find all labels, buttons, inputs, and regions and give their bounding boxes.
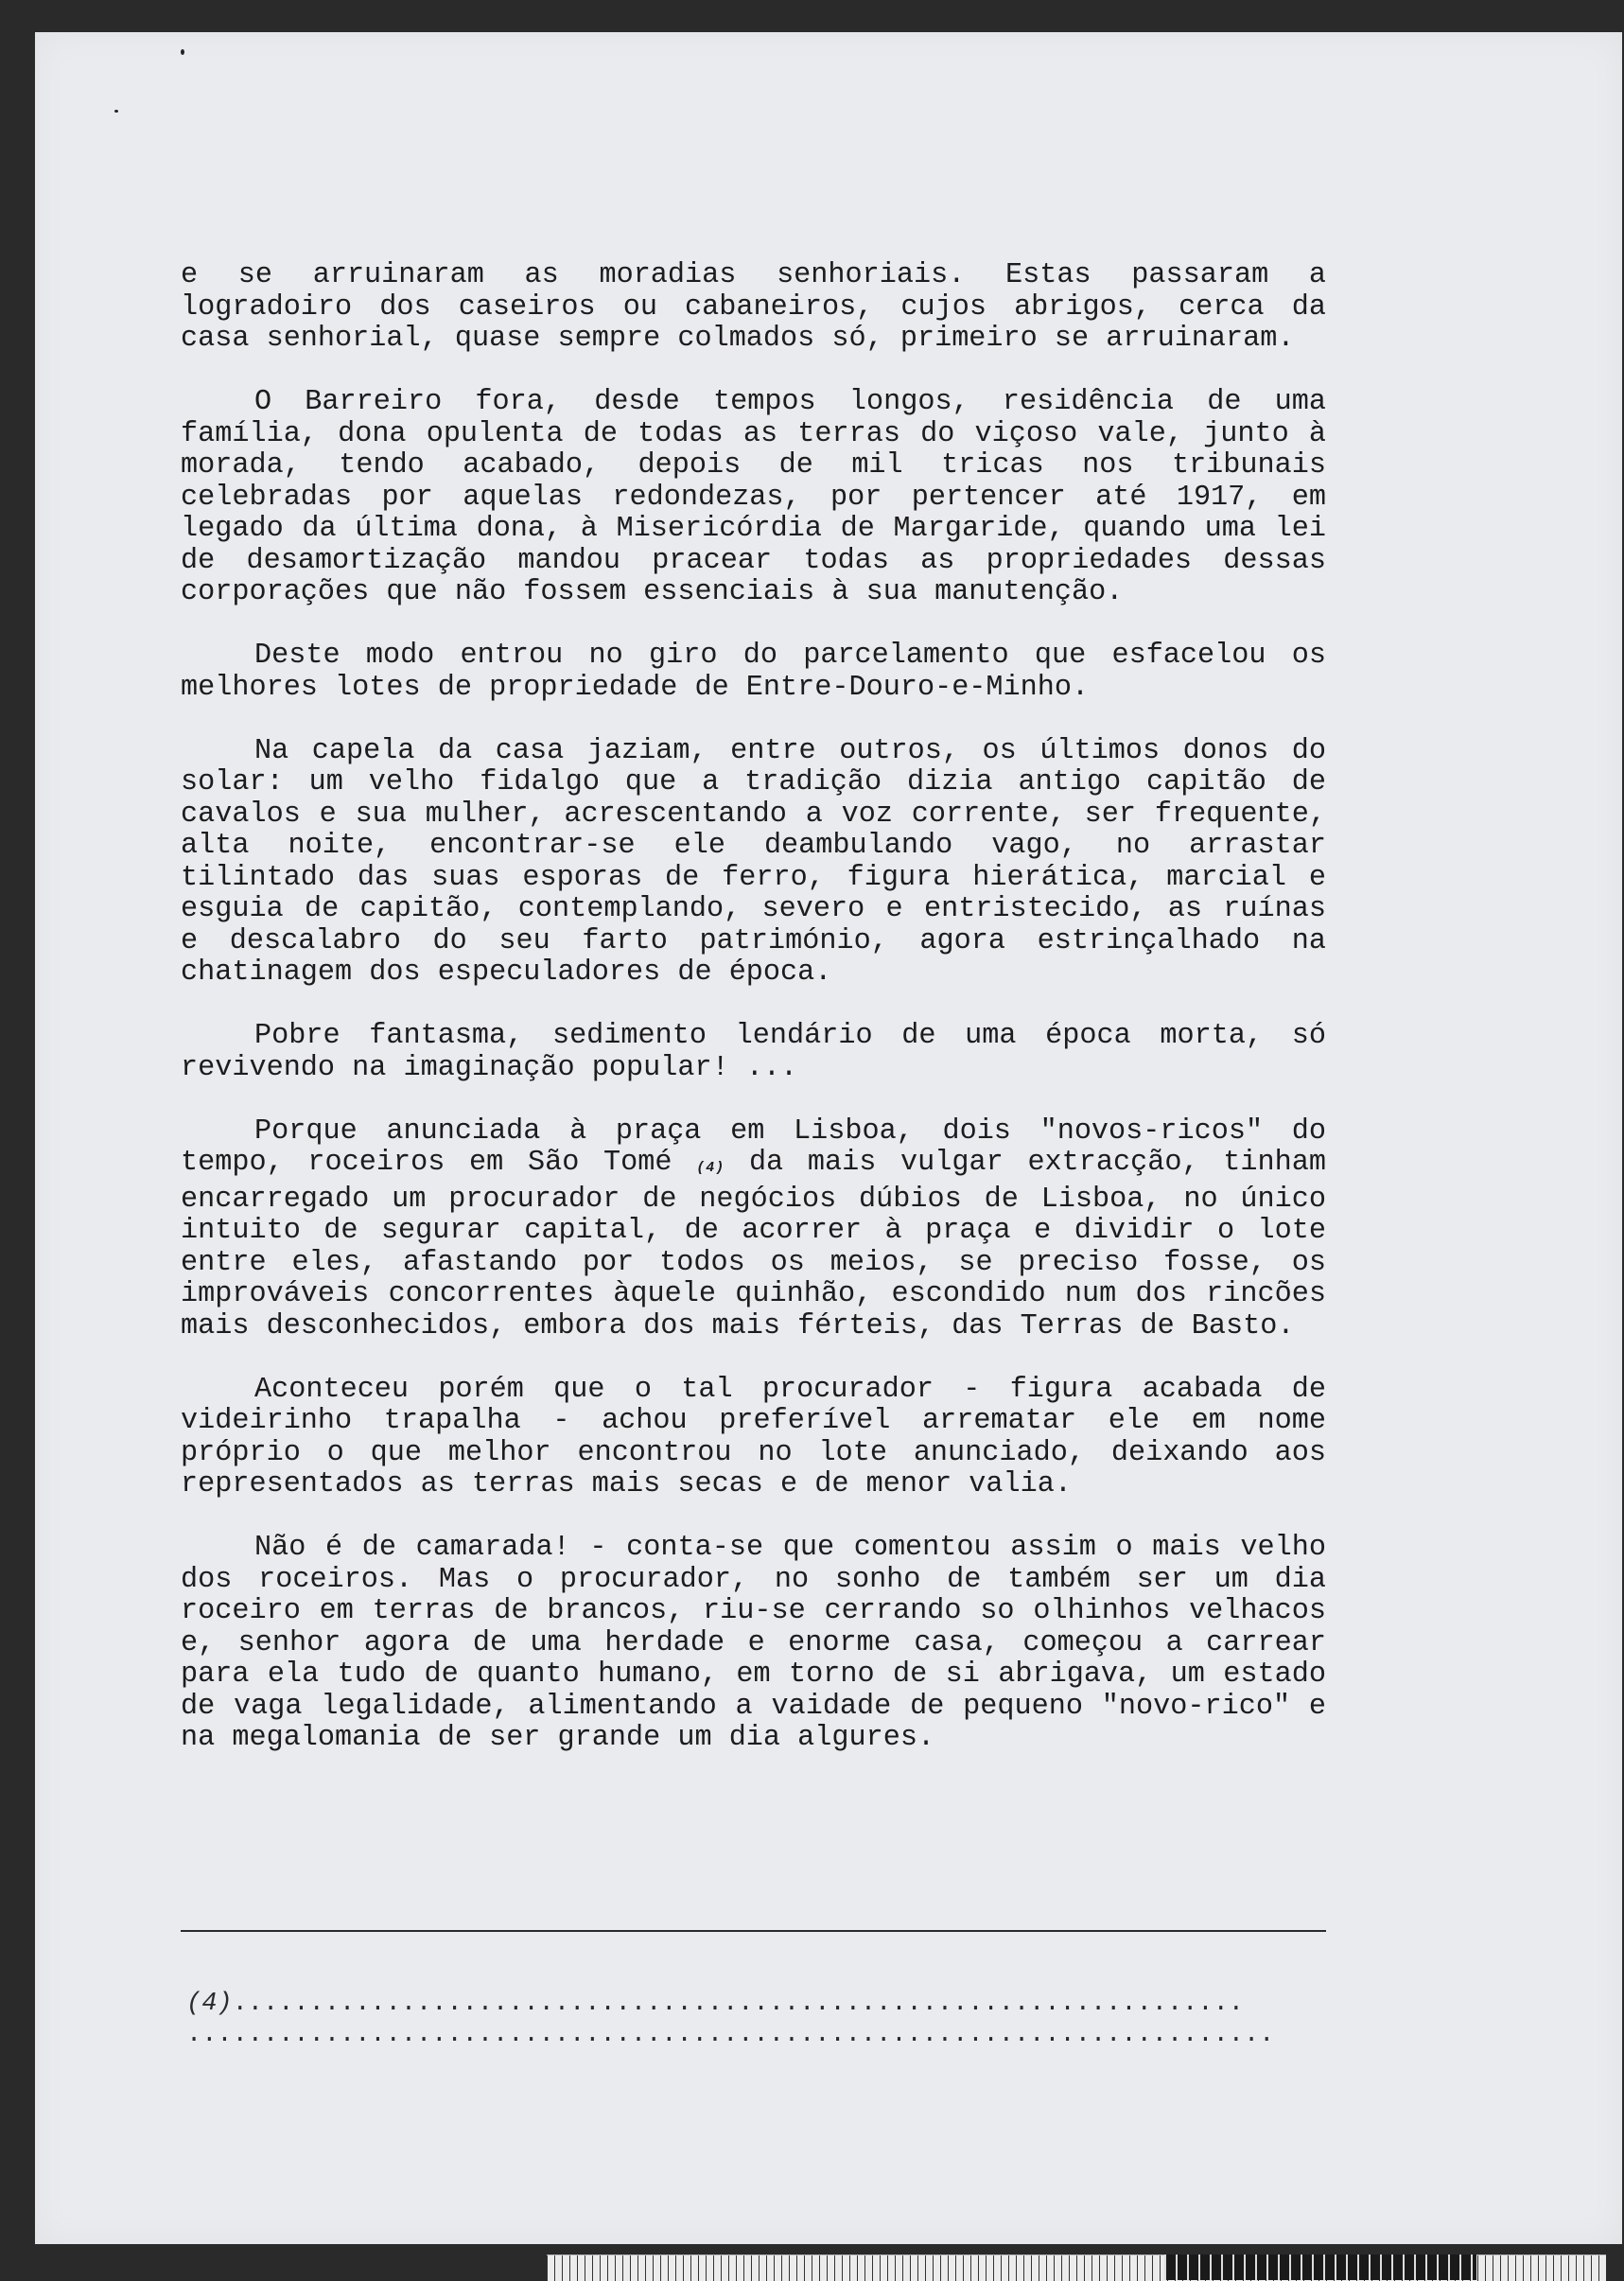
footnote-line bbox=[186, 2021, 1326, 2049]
paragraph: e se arruinaram as moradias senhoriais. Estas passaram a logradoiro dos caseiros ou cabaneiros, cujos abrigos, cerca da casa senhorial, quase sempre colmados só, primeiro se arruinaram. bbox=[181, 259, 1326, 355]
paragraph: Aconteceu porém que o tal procurador - figura acabada de videirinho trapalha - achou preferível arrematar ele em nome próprio o que melhor encontrou no lote anunciado, deixando aos representados as terras mais secas e de menor valia. bbox=[181, 1373, 1326, 1500]
scan-speck bbox=[181, 49, 184, 55]
footnote-dots: ....................................................................... bbox=[186, 2021, 1275, 2049]
scan-speck bbox=[114, 110, 118, 113]
scan-ruler-dark-section bbox=[1164, 2255, 1476, 2280]
paragraph: Pobre fantasma, sedimento lendário de uma época morta, só revivendo na imaginação popular! ... bbox=[181, 1020, 1326, 1084]
paragraph: Não é de camarada! - conta-se que comentou assim o mais velho dos roceiros. Mas o procurador, no sonho de também ser um dia roceiro em terras de brancos, riu-se cerrando so olhinhos velhacos e, senhor agora de uma herdade e enorme casa, começou a carrear para ela tudo de quanto humano, em torno de si abrigava, um estado de vaga legalidade, alimentando a vaidade de pequeno "novo-rico" e na megalomania de ser grande um dia algures. bbox=[181, 1532, 1326, 1754]
footnote-marker: (4) bbox=[696, 1160, 725, 1176]
paragraph-text: da mais vulgar extracção, tinham encarregado um procurador de negócios dúbios de Lisboa, no único intuito de segurar capital, de acorrer à praça e dividir o lote entre eles, afastando por todos os meios, se preciso fosse, os improváveis concorrentes àquele quinhão, escondido num dos rincões mais desconhecidos, embora dos mais férteis, das Terras de Basto. bbox=[181, 1147, 1326, 1342]
paragraph: Na capela da casa jaziam, entre outros, os últimos donos do solar: um velho fidalgo que a tradição dizia antigo capitão de cavalos e sua mulher, acrescentando a voz corrente, ser frequente, alta noite, encontrar-se ele deambulando vago, no arrastar tilintado das suas esporas de ferro, figura hierática, marcial e esguia de capitão, contemplando, severo e entristecido, as ruínas e descalabro do seu farto património, agora estrinçalhado na chatinagem dos especuladores de época. bbox=[181, 734, 1326, 989]
paragraph-with-footnote bbox=[181, 1116, 1326, 1343]
paragraph: O Barreiro fora, desde tempos longos, residência de uma família, dona opulenta de todas as terras do viçoso vale, junto à morada, tendo acabado, depois de mil tricas nos tribunais celebradas por aquelas redondezas, por pertencer até 1917, em legado da última dona, à Misericórdia de Margaride, quando uma lei de desamortização mandou pracear todas as propriedades dessas corporações que não fossem essenciais à sua manutenção. bbox=[181, 386, 1326, 608]
body-text bbox=[181, 260, 1326, 1786]
footnote-separator bbox=[181, 1930, 1326, 1932]
footnote-dots: .................................................................. bbox=[232, 1990, 1244, 2018]
footnote-line bbox=[186, 1990, 1326, 2018]
paragraph-text: Porque anunciada à praça em Lisboa, dois "novos-ricos" do tempo, roceiros em São Tomé bbox=[181, 1114, 1326, 1179]
paragraph: Deste modo entrou no giro do parcelamento que esfacelou os melhores lotes de propriedade de Entre-Douro-e-Minho. bbox=[181, 640, 1326, 704]
footnote-label: (4) bbox=[186, 1990, 233, 2018]
